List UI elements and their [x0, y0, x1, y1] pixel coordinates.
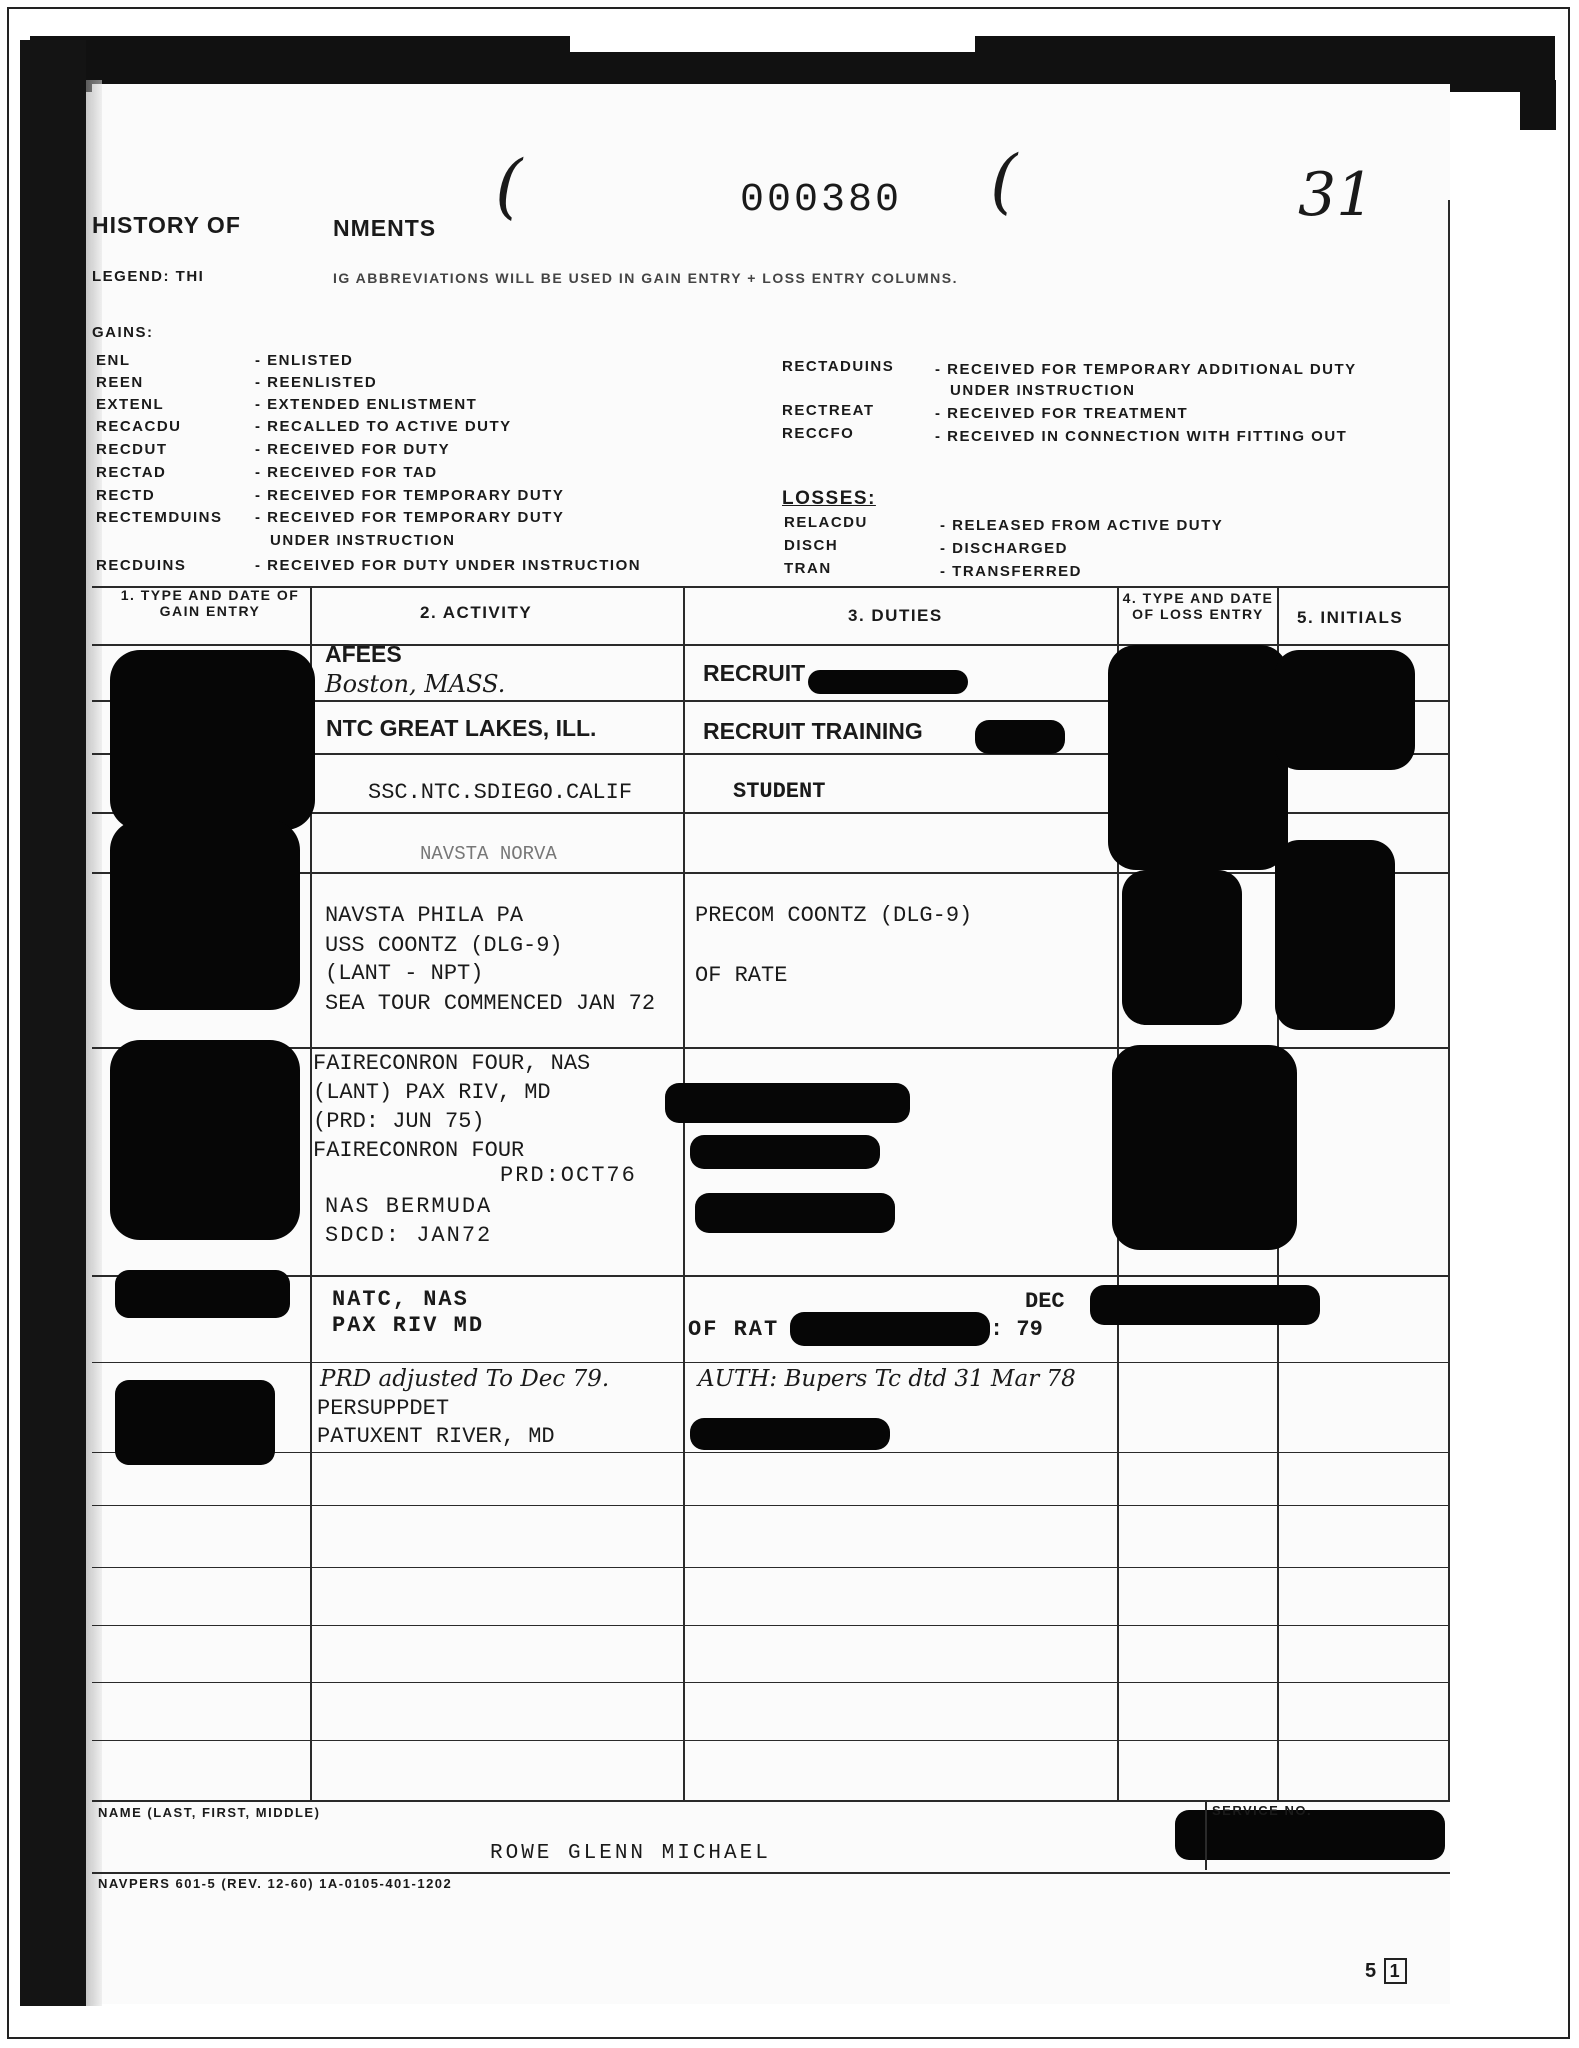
header-gain-entry — [120, 587, 300, 619]
redaction-duty-training — [975, 720, 1065, 754]
redaction-gain-4 — [115, 1270, 290, 1318]
entry-auth-bupers: AUTH: Bupers Tc dtd 31 Mar 78 — [698, 1366, 1076, 1392]
entry-prd-jun75: (PRD: JUN 75) — [313, 1109, 485, 1134]
entry-precom-coontz: PRECOM COONTZ (DLG-9) — [695, 903, 973, 928]
table-row-line — [92, 1452, 1450, 1453]
form-title-right: NMENTS — [333, 215, 437, 241]
gain-desc-rectreat: - RECEIVED FOR TREATMENT — [935, 405, 1189, 422]
gain-code-recduins: RECDUINS — [96, 557, 187, 574]
redaction-gain-5 — [115, 1380, 275, 1465]
entry-sea-tour: SEA TOUR COMMENCED JAN 72 — [325, 991, 656, 1016]
entry-nas-bermuda: NAS BERMUDA — [325, 1194, 493, 1219]
gain-desc-rectd: - RECEIVED FOR TEMPORARY DUTY — [255, 487, 565, 504]
gain-code-reccfo: RECCFO — [782, 425, 855, 442]
footer-line — [92, 1872, 1450, 1874]
redaction-initials-2 — [1275, 840, 1395, 1030]
gain-code-reen: REEN — [96, 374, 144, 391]
page-number-value: 5 — [1365, 1960, 1378, 1982]
handwritten-page-number: 31 — [1298, 160, 1375, 230]
entry-dec-79: : 79 — [990, 1317, 1043, 1342]
gain-desc-reen: - REENLISTED — [255, 374, 378, 391]
table-row-line — [92, 1275, 1450, 1277]
redaction-gain-2 — [110, 820, 300, 1010]
table-row-line — [92, 1362, 1450, 1363]
gain-desc-rectemduins: - RECEIVED FOR TEMPORARY DUTY — [255, 509, 565, 526]
redaction-duty-faireconron-2 — [690, 1135, 880, 1169]
legend-text: IG ABBREVIATIONS WILL BE USED IN GAIN ENTRY + LOSS ENTRY COLUMNS. — [333, 270, 959, 286]
header-duties: 3. DUTIES — [848, 606, 943, 625]
redaction-duty-faireconron — [665, 1083, 910, 1123]
gain-desc-rectemduins-cont: UNDER INSTRUCTION — [270, 532, 456, 549]
entry-recruit: RECRUIT — [703, 660, 806, 686]
col-divider-2 — [683, 586, 685, 1800]
form-title-left: HISTORY OF — [92, 212, 241, 238]
loss-code-relacdu: RELACDU — [784, 514, 868, 531]
gain-code-rectemduins: RECTEMDUINS — [96, 509, 223, 526]
header-loss-entry-text: 4. TYPE AND DATE OF LOSS ENTRY — [1122, 590, 1274, 622]
document-number: 000380 — [740, 178, 903, 223]
entry-faireconron-nas: FAIRECONRON FOUR, NAS — [313, 1051, 591, 1076]
redaction-duty-recruit — [808, 670, 968, 694]
table-row-line — [92, 1682, 1450, 1683]
scan-shadow-right-top — [1520, 80, 1556, 130]
gain-code-rectaduins: RECTADUINS — [782, 358, 895, 375]
handwritten-mark-right: ( — [990, 140, 1018, 222]
service-number-divider — [1205, 1800, 1207, 1870]
gains-title: GAINS: — [92, 324, 154, 341]
gain-desc-extenl: - EXTENDED ENLISTMENT — [255, 396, 478, 413]
redaction-loss-2 — [1122, 870, 1242, 1025]
redaction-duty-patuxent — [690, 1418, 890, 1450]
page-number — [1365, 1958, 1407, 1984]
gain-code-recacdu: RECACDU — [96, 418, 182, 435]
entry-dec: DEC — [1025, 1289, 1065, 1314]
entry-lant-npt: (LANT - NPT) — [325, 961, 484, 986]
redaction-loss-3 — [1112, 1045, 1297, 1250]
entry-prd-oct76: PRD:OCT76 — [500, 1163, 637, 1188]
entry-uss-coontz: USS COONTZ (DLG-9) — [325, 933, 563, 958]
redaction-gain-1 — [110, 650, 315, 830]
name-label: NAME (LAST, FIRST, MIDDLE) — [98, 1805, 321, 1820]
gain-desc-enl: - ENLISTED — [255, 352, 354, 369]
table-row-line — [92, 1625, 1450, 1626]
redaction-loss-1 — [1108, 645, 1288, 870]
legend-label: LEGEND: THI — [92, 268, 205, 285]
redaction-loss-4 — [1090, 1285, 1320, 1325]
entry-of-rate: OF RATE — [695, 963, 788, 988]
table-row-line — [92, 1505, 1450, 1506]
gain-code-rectd: RECTD — [96, 487, 156, 504]
handwritten-mark-left: ( — [495, 145, 523, 227]
entry-afees: AFEES — [325, 641, 402, 667]
table-row-line — [92, 1740, 1450, 1741]
header-loss-entry — [1122, 590, 1274, 622]
entry-student: STUDENT — [733, 779, 826, 804]
header-gain-entry-text: 1. TYPE AND DATE OF GAIN ENTRY — [120, 587, 300, 619]
entry-of-rat: OF RAT — [688, 1317, 780, 1342]
losses-title: LOSSES: — [782, 488, 876, 509]
gain-desc-recdut: - RECEIVED FOR DUTY — [255, 441, 451, 458]
gain-code-recdut: RECDUT — [96, 441, 168, 458]
gain-desc-rectad: - RECEIVED FOR TAD — [255, 464, 438, 481]
scan-shadow-left — [20, 40, 86, 2006]
loss-desc-relacdu: - RELEASED FROM ACTIVE DUTY — [940, 517, 1224, 534]
page-number-box: 1 — [1384, 1958, 1408, 1984]
entry-recruit-training: RECRUIT TRAINING — [703, 718, 923, 744]
entry-patuxent-river: PATUXENT RIVER, MD — [317, 1424, 555, 1449]
redaction-duty-natc — [790, 1312, 990, 1346]
gain-desc-recacdu: - RECALLED TO ACTIVE DUTY — [255, 418, 512, 435]
gain-code-enl: ENL — [96, 352, 131, 369]
entry-sdcd: SDCD: JAN72 — [325, 1223, 493, 1248]
entry-pax-riv-md: PAX RIV MD — [332, 1313, 485, 1338]
header-initials: 5. INITIALS — [1297, 608, 1404, 627]
entry-ntc-great-lakes: NTC GREAT LAKES, ILL. — [326, 715, 597, 741]
entry-navsta-phila: NAVSTA PHILA PA — [325, 903, 524, 928]
loss-desc-disch: - DISCHARGED — [940, 540, 1069, 557]
redaction-duty-bermuda — [695, 1193, 895, 1233]
gain-code-extenl: EXTENL — [96, 396, 165, 413]
entry-faireconron-four: FAIRECONRON FOUR — [313, 1138, 525, 1163]
loss-code-tran: TRAN — [784, 560, 832, 577]
loss-code-disch: DISCH — [784, 537, 839, 554]
entry-persuppdet: PERSUPPDET — [317, 1396, 450, 1421]
gain-desc-reccfo: - RECEIVED IN CONNECTION WITH FITTING OUT — [935, 428, 1348, 445]
gain-desc-recduins: - RECEIVED FOR DUTY UNDER INSTRUCTION — [255, 557, 642, 574]
entry-navsta-norva: NAVSTA NORVA — [420, 843, 557, 865]
entry-boston: Boston, MASS. — [325, 670, 506, 698]
entry-lant-pax-riv: (LANT) PAX RIV, MD — [313, 1080, 551, 1105]
table-bottom-border — [92, 1800, 1450, 1802]
redaction-initials-1 — [1275, 650, 1415, 770]
table-right-border — [1448, 200, 1450, 1800]
redaction-gain-3 — [110, 1040, 300, 1240]
service-number-label: SERVICE NO. — [1212, 1803, 1313, 1818]
gain-code-rectreat: RECTREAT — [782, 402, 875, 419]
entry-natc-nas: NATC, NAS — [332, 1287, 469, 1312]
header-activity: 2. ACTIVITY — [420, 603, 533, 622]
gain-code-rectad: RECTAD — [96, 464, 167, 481]
gain-desc-rectaduins: - RECEIVED FOR TEMPORARY ADDITIONAL DUTY — [935, 361, 1357, 378]
entry-ssc-sdiego: SSC.NTC.SDIEGO.CALIF — [368, 780, 633, 805]
loss-desc-tran: - TRANSFERRED — [940, 563, 1082, 580]
form-identifier: NAVPERS 601-5 (REV. 12-60) 1A-0105-401-1202 — [98, 1876, 453, 1891]
table-row-line — [92, 1567, 1450, 1568]
gain-desc-rectaduins-cont: UNDER INSTRUCTION — [950, 382, 1136, 399]
entry-prd-adjusted: PRD adjusted To Dec 79. — [320, 1366, 610, 1392]
name-value: ROWE GLENN MICHAEL — [490, 1842, 771, 1865]
